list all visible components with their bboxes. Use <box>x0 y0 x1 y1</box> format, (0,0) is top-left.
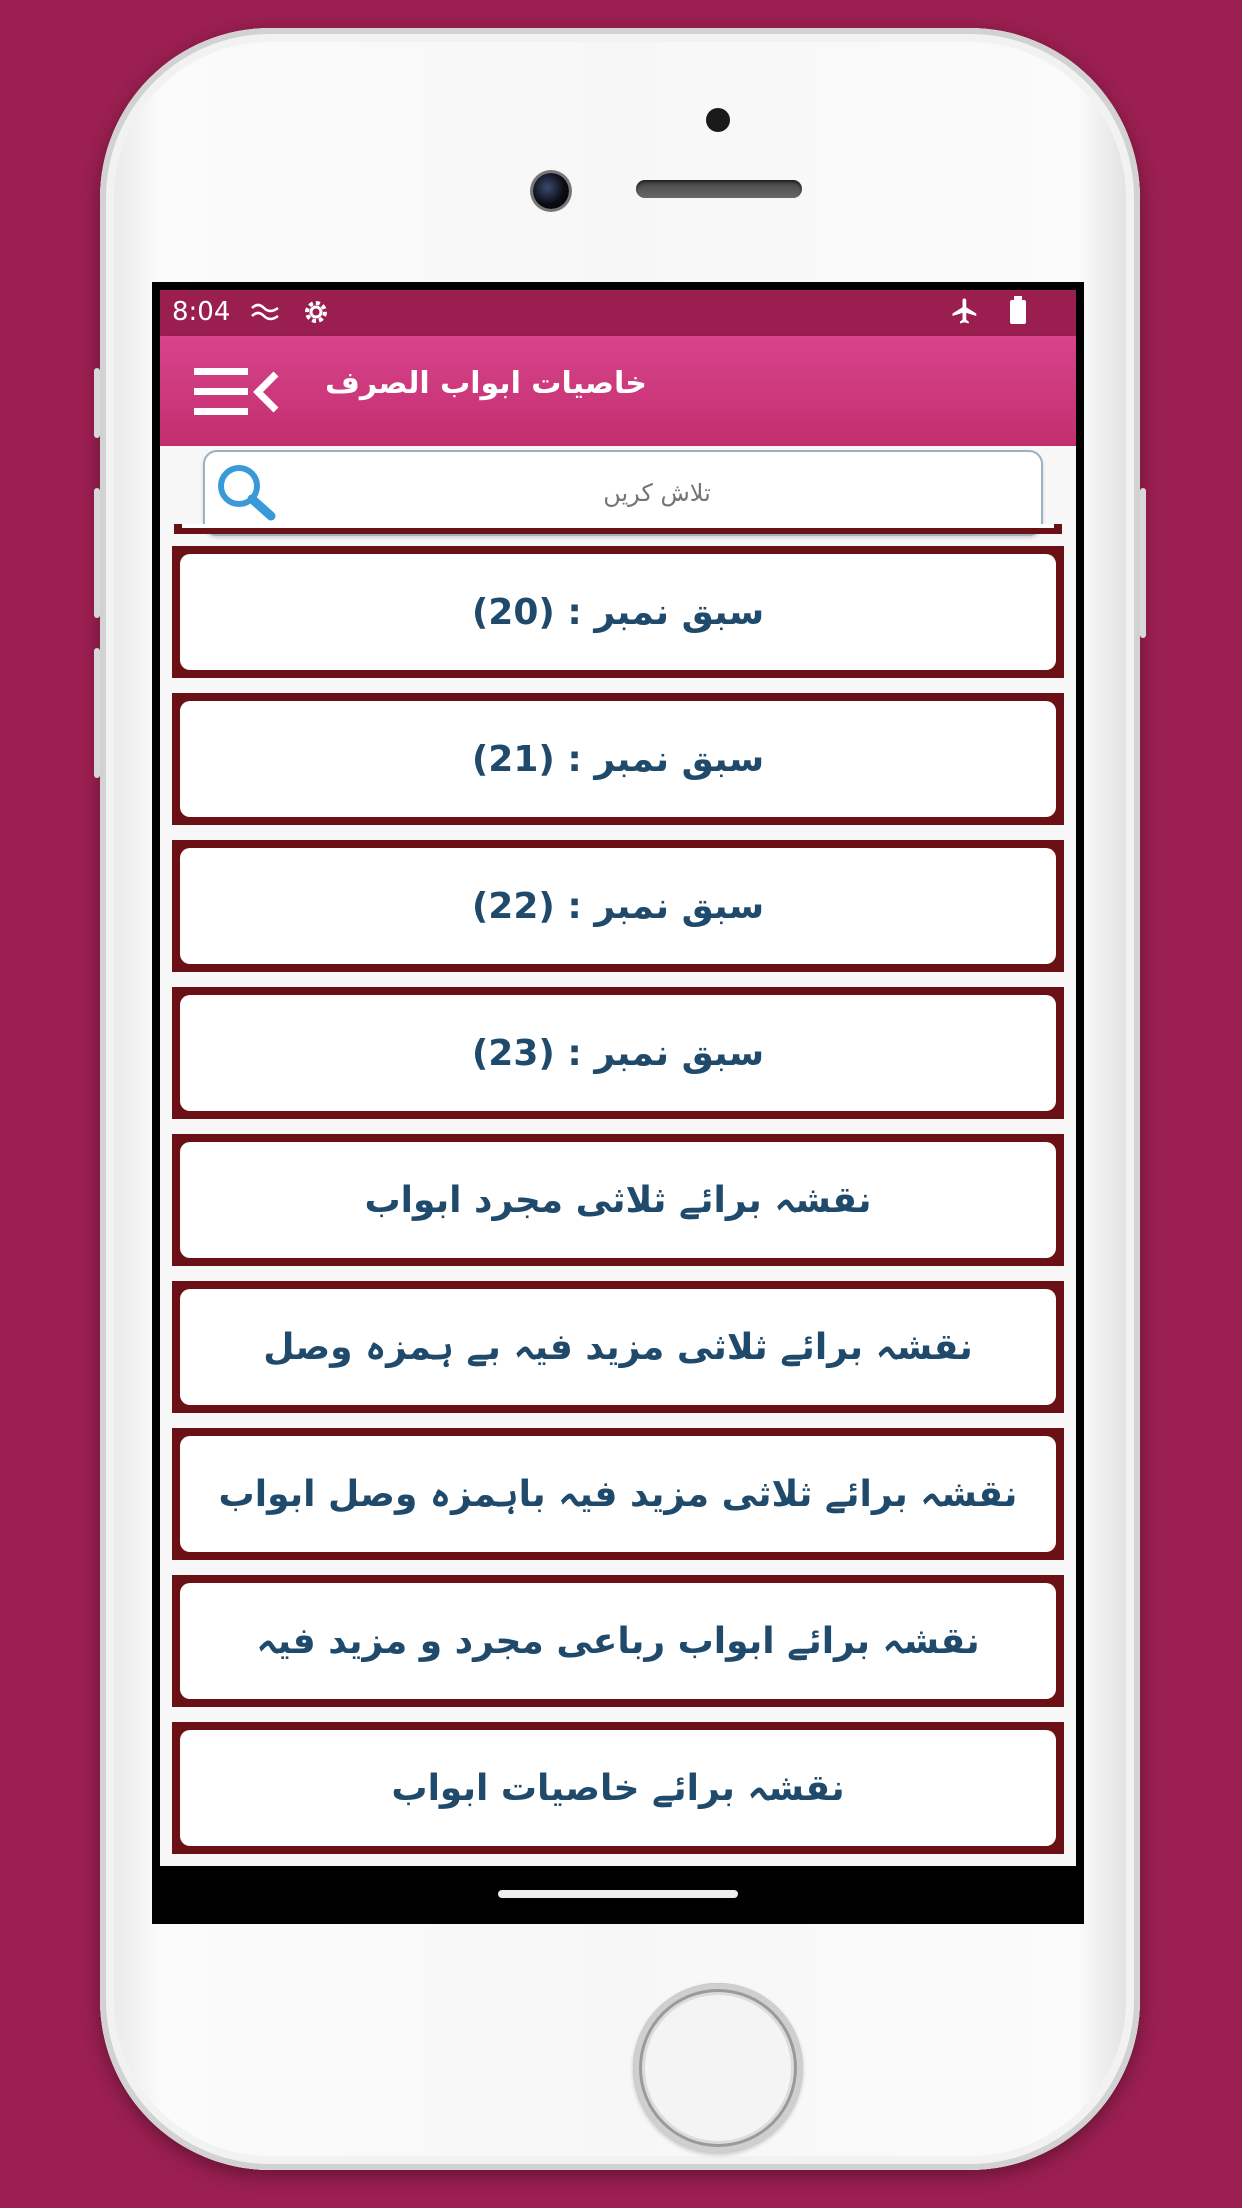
lesson-list <box>172 546 1064 1866</box>
earpiece-speaker <box>636 180 802 198</box>
list-item-partial <box>174 524 1062 534</box>
list-item-label: سبق نمبر : (20) <box>471 591 765 633</box>
list-item-label: نقشہ برائے خاصیات ابواب <box>391 1767 845 1809</box>
status-bar <box>160 290 1076 336</box>
network-wave-icon <box>250 296 280 334</box>
search-icon[interactable] <box>213 462 279 522</box>
list-item-label: نقشہ برائے ثلاثی مزید فیہ بے ہمزہ وصل <box>263 1326 973 1368</box>
list-item-lesson-21[interactable] <box>172 693 1064 825</box>
screen <box>152 282 1084 1924</box>
list-item-label: سبق نمبر : (23) <box>471 1032 765 1074</box>
airplane-mode-icon <box>950 296 980 334</box>
list-item-label: سبق نمبر : (22) <box>471 885 765 927</box>
mute-switch <box>94 368 100 438</box>
settings-gear-icon <box>300 296 332 336</box>
list-item-lesson-20[interactable] <box>172 546 1064 678</box>
navigation-bar <box>160 1866 1076 1920</box>
battery-icon <box>1008 296 1028 334</box>
list-item-chart-mazeed-be-hamza[interactable] <box>172 1281 1064 1413</box>
search-input[interactable] <box>295 464 1019 522</box>
main-content <box>160 446 1076 1866</box>
volume-up-button <box>94 488 100 618</box>
status-time: 8:04 <box>172 297 231 327</box>
app-title: خاصیات ابواب الصرف <box>325 366 647 401</box>
list-item-chart-khasiyat[interactable] <box>172 1722 1064 1854</box>
front-camera <box>533 173 569 209</box>
list-item-chart-mujarrad[interactable] <box>172 1134 1064 1266</box>
list-item-label: نقشہ برائے ثلاثی مزید فیہ باہمزہ وصل ابواب <box>218 1473 1018 1515</box>
list-item-chart-rubai[interactable] <box>172 1575 1064 1707</box>
list-item-lesson-23[interactable] <box>172 987 1064 1119</box>
list-item-lesson-22[interactable] <box>172 840 1064 972</box>
list-item-label: سبق نمبر : (21) <box>471 738 765 780</box>
list-item-chart-mazeed-ba-hamza[interactable] <box>172 1428 1064 1560</box>
home-button[interactable] <box>633 1983 803 2153</box>
menu-collapse-icon[interactable] <box>194 366 280 418</box>
volume-down-button <box>94 648 100 778</box>
list-item-label: نقشہ برائے ابواب رباعی مجرد و مزید فیہ <box>256 1620 980 1662</box>
home-gesture-pill[interactable] <box>498 1890 738 1898</box>
list-item-label: نقشہ برائے ثلاثی مجرد ابواب <box>364 1179 872 1221</box>
proximity-sensor <box>706 108 730 132</box>
app-bar <box>160 336 1076 446</box>
power-button <box>1140 488 1146 638</box>
